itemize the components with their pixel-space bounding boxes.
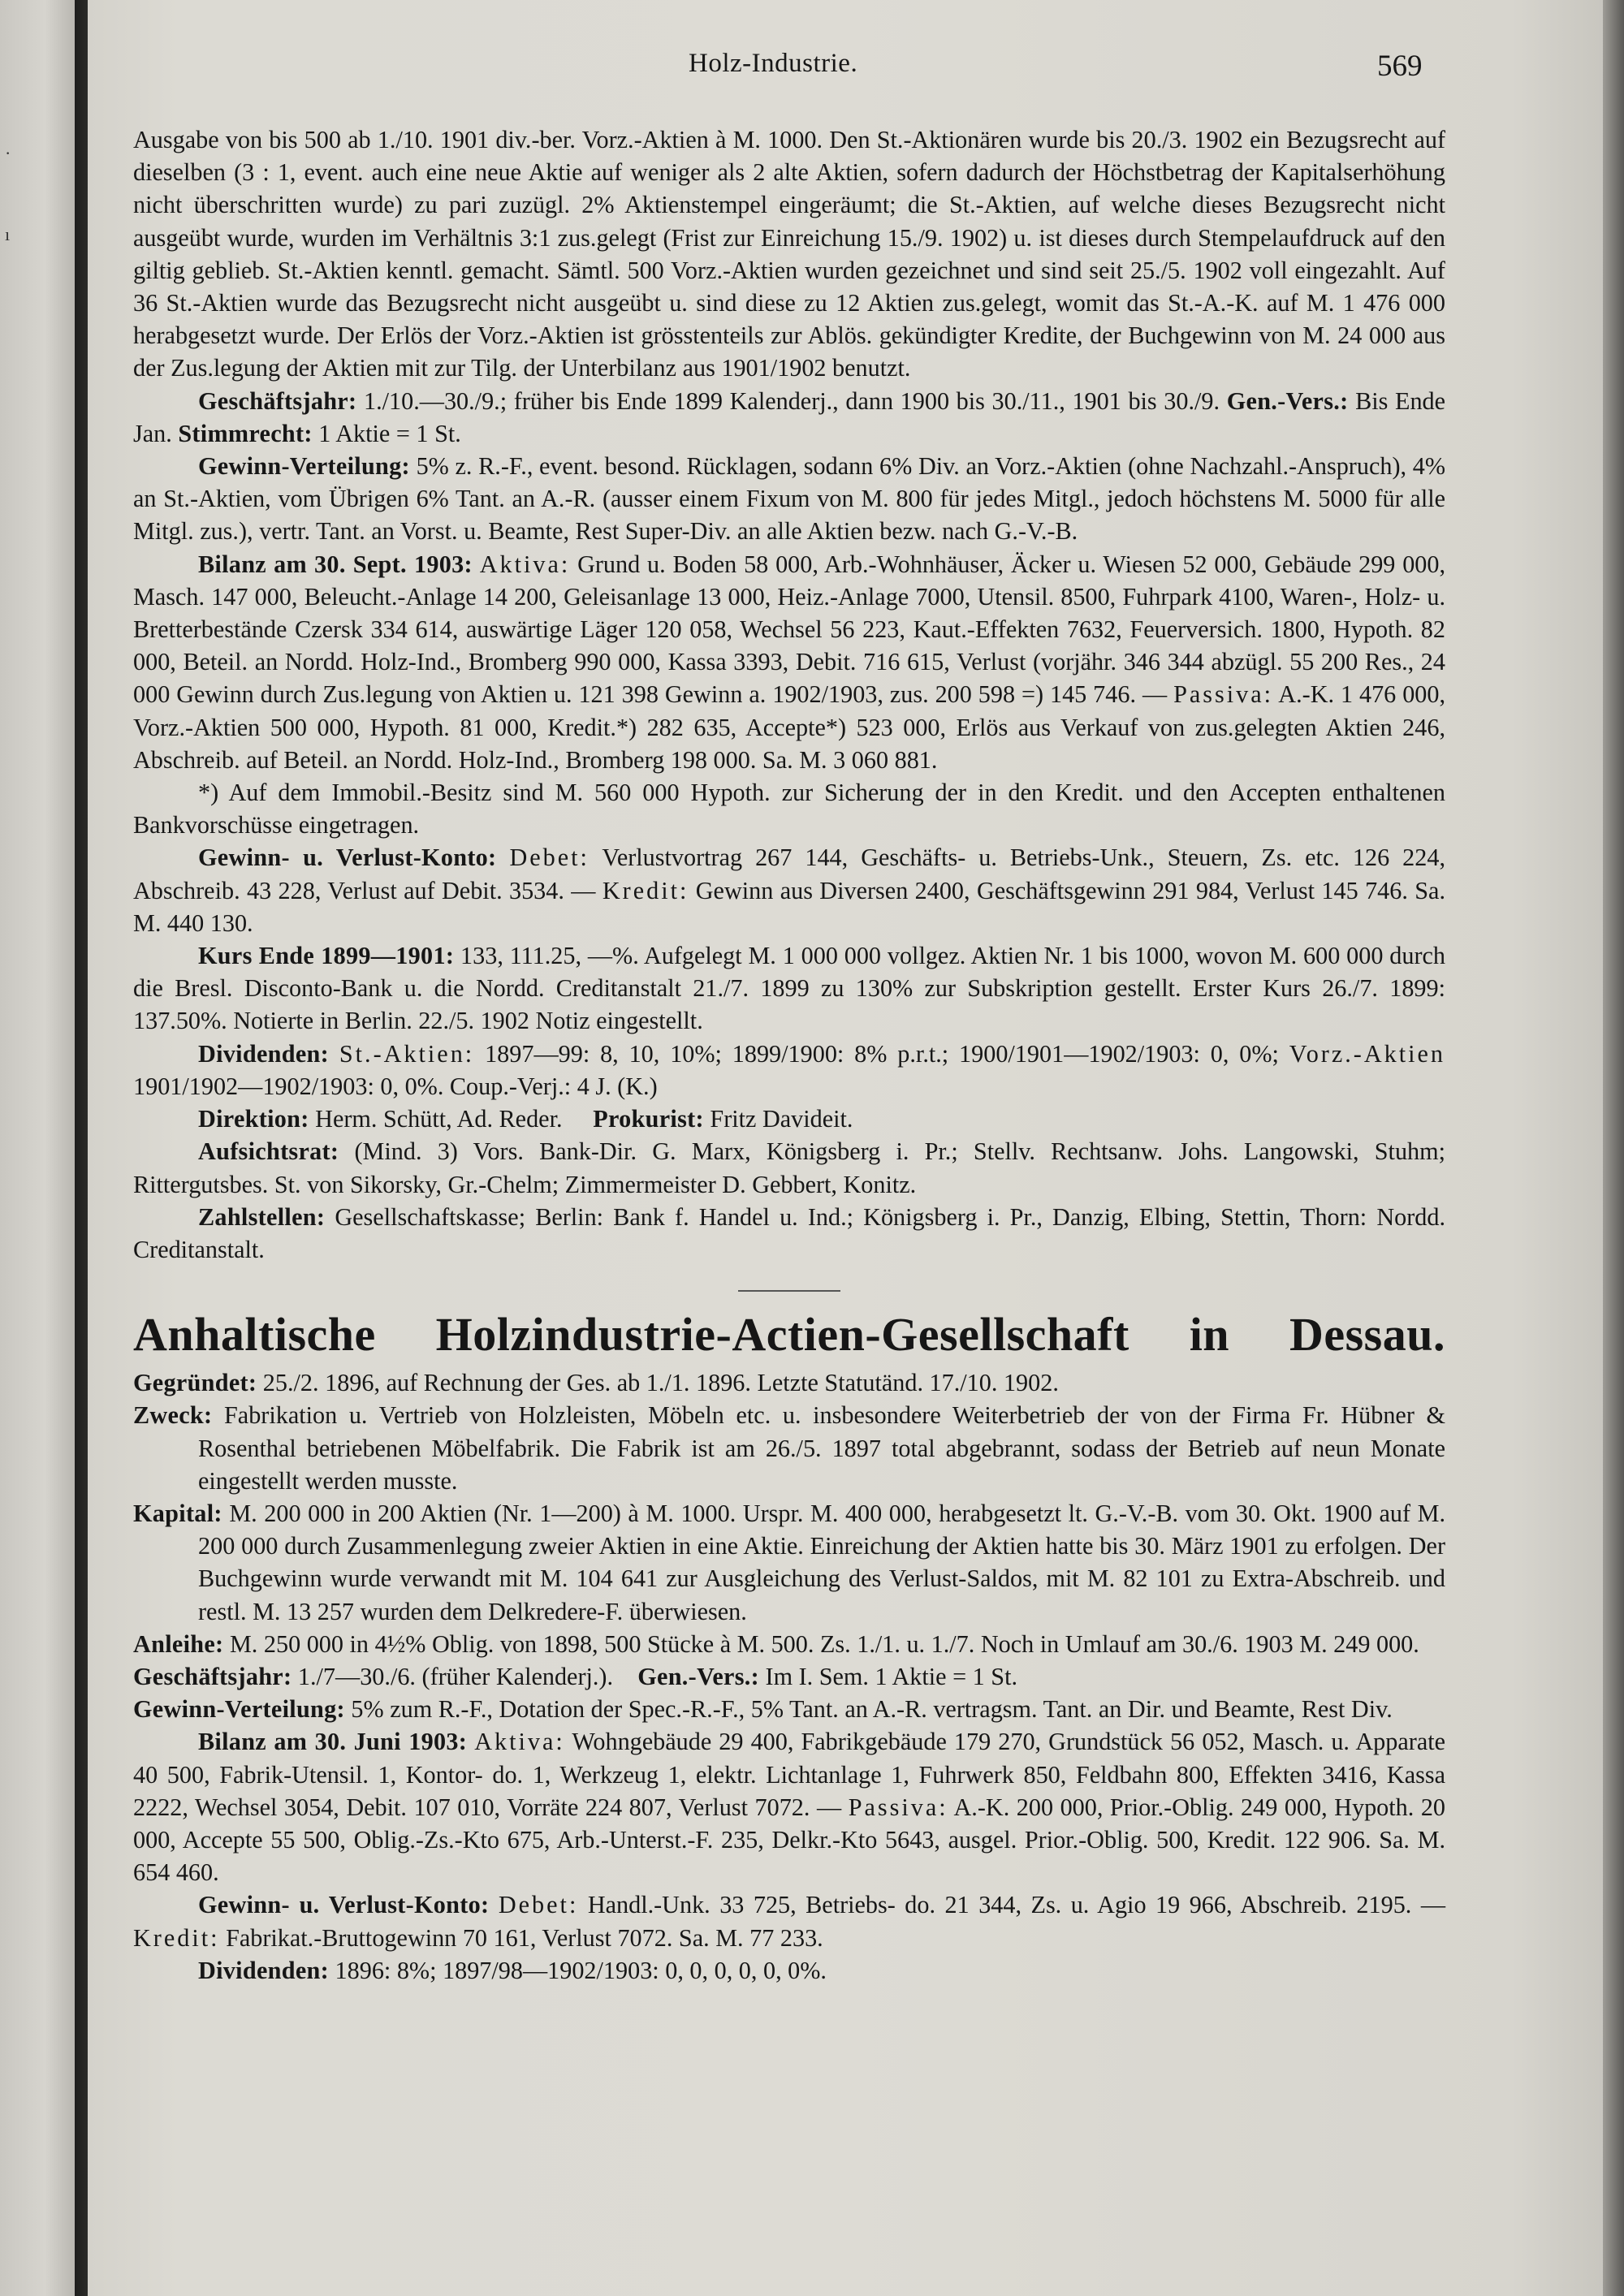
page-edge-shadow xyxy=(1603,0,1624,2296)
entry-dividenden xyxy=(133,1038,1445,1103)
field-text: Fritz Davideit. xyxy=(710,1105,853,1133)
page-number: 569 xyxy=(1377,50,1423,83)
aktiva-text: Wohngebäude 29 400, Fabrikgebäude 179 270, Grundstück 56 052, Masch. u. Apparate 40 500, Fabrik-Utensil. 1, Kontor- do. 1, Werkzeug 1, elektr. Lichtanlage 1, Fuhrwerk 850, Feldbahn 800, Effekten 3416, Kassa 2222, Wechsel 3054, Debit. 107 010, Vorräte 224 807, Verlust 7072. — xyxy=(133,1728,1446,1821)
field-label: Anleihe: xyxy=(133,1629,224,1658)
field-text: Gesellschaftskasse; Berlin: Bank f. Handel u. Ind.; Königsberg i. Pr., Danzig, Elbing, Stettin, Thorn: Nordd. Creditanstalt. xyxy=(133,1202,1445,1263)
field-label: Zweck: xyxy=(133,1401,213,1430)
field-label: Geschäftsjahr: xyxy=(198,386,357,415)
field-text: Im I. Sem. 1 Aktie = 1 St. xyxy=(765,1662,1018,1690)
kredit-text: Gewinn aus Diversen 2400, Geschäftsgewinn 291 984, Verlust 145 746. Sa. M. 440 130. xyxy=(133,876,1446,937)
debet-text: Verlustvortrag 267 144, Geschäfts- u. Betriebs-Unk., Steuern, Zs. etc. 126 224, Abschreib. 43 228, Verlust auf Debit. 3534. — xyxy=(133,844,1446,904)
field-label: Geschäftsjahr: xyxy=(133,1662,292,1690)
field-text: 1 Aktie = 1 St. xyxy=(318,419,461,447)
aktiva-label: Aktiva: xyxy=(474,1728,565,1756)
st-aktien-text: 1897—99: 8, 10, 10%; 1899/1900: 8% p.r.t.; 1900/1901—1902/1903: 0, 0%; xyxy=(485,1039,1279,1068)
field-text: (Mind. 3) Vors. Bank-Dir. G. Marx, Königsberg i. Pr.; Stellv. Rechtsanw. Johs. Langowski, Stuhm; Rittergutsbes. St. von Sikorsky, Gr.-Chelm; Zimmermeister D. Gebbert, Konitz. xyxy=(133,1137,1446,1198)
field-label: Dividenden: xyxy=(198,1039,329,1068)
book-gutter xyxy=(75,0,88,2296)
field-text: M. 200 000 in 200 Aktien (Nr. 1—200) à M. 1000. Urspr. M. 400 000, herabgesetzt lt. G.-V.-B. vom 30. Okt. 1900 auf M. 200 000 durch Zusammenlegung zweier Aktien in eine Aktie. Einreichung der Aktien hatte bis 30. März 1901 zu erfolgen. Der Buchgewinn wurde verwandt mit M. 104 641 zur Ausgleichung des Verlust-Saldos, mit M. 82 101 zu Extra-Abschreib. und restl. M. 13 257 wurden dem Delkredere-F. überwiesen. xyxy=(198,1499,1445,1625)
field-label: Gen.-Vers.: xyxy=(1226,386,1349,415)
field-text: M. 250 000 in 4½% Oblig. von 1898, 500 Stücke à M. 500. Zs. 1./1. u. 1./7. Noch in Umlauf am 30./6. 1903 M. 249 000. xyxy=(229,1629,1419,1658)
field-text: 1./7—30./6. (früher Kalenderj.). xyxy=(297,1662,614,1690)
field-text: 25./2. 1896, auf Rechnung der Ges. ab 1./1. 1896. Letzte Statutänd. 17./10. 1902. xyxy=(262,1369,1059,1397)
field-label: Aufsichtsrat: xyxy=(198,1137,339,1166)
debet-text: Handl.-Unk. 33 725, Betriebs- do. 21 344, Zs. u. Agio 19 966, Abschreib. 2195. — xyxy=(587,1891,1446,1919)
entry-guv xyxy=(133,841,1445,939)
field-text: 5% zum R.-F., Dotation der Spec.-R.-F., 5% Tant. an A.-R. vertragsm. Tant. an Dir. und Beamte, Rest Div. xyxy=(351,1695,1393,1724)
passiva-label: Passiva: xyxy=(848,1793,948,1821)
margin-mark: ı xyxy=(5,224,11,244)
facing-page-edge xyxy=(0,0,75,2296)
kredit-label: Kredit: xyxy=(133,1923,220,1952)
aktiva-label: Aktiva: xyxy=(479,550,571,578)
field-text: 5% z. R.-F., event. besond. Rücklagen, sodann 6% Div. an Vorz.-Aktien (ohne Nachzahl.-Anspruch), 4% an St.-Aktien, vom Übrigen 6% Tant. an A.-R. (ausser einem Fixum von M. 800 für jedes Mitgl., jedoch höchstens M. 5000 für alle Mitgl. zus.), vertr. Tant. an Vorst. u. Beamte, Rest Super-Div. an alle Aktien bezw. nach G.-V.-B. xyxy=(133,452,1445,546)
field-text: 1./10.—30./9.; früher bis Ende 1899 Kalenderj., dann 1900 bis 30./11., 1901 bis 30./9. xyxy=(364,386,1220,415)
running-head-title: Holz-Industrie. xyxy=(689,49,858,78)
aktiva-text: Grund u. Boden 58 000, Arb.-Wohnhäuser, Äcker u. Wiesen 52 000, Gebäude 299 000, Masch. 147 000, Beleucht.-Anlage 14 200, Geleisanlage 13 000, Heiz.-Anlage 7000, Utensil. 8500, Fuhrpark 4100, Waren-, Holz- u. Bretterbestände Czersk 334 614, auswärtige Läger 120 058, Wechsel 56 223, Kaut.-Effekten 7632, Feuerversich. 1800, Hypoth. 82 000, Beteil. an Nordd. Holz-Ind., Bromberg 990 000, Kassa 3393, Debit. 716 615, Verlust (vorjähr. 346 344 abzügl. 55 200 Res., 24 000 Gewinn durch Zus.legung von Aktien u. 121 398 Gewinn a. 1902/1903, zus. 200 598 =) 145 746. — xyxy=(133,550,1446,709)
running-head xyxy=(88,49,1603,89)
field-text: Herm. Schütt, Ad. Reder. xyxy=(315,1105,563,1133)
entry-bilanz xyxy=(133,548,1445,776)
entry-gegruendet xyxy=(133,1366,1445,1399)
field-text: 133, 111.25, —%. Aufgelegt M. 1 000 000 vollgez. Aktien Nr. 1 bis 1000, wovon M. 600 000 durch die Bresl. Disconto-Bank u. die Nordd. Creditanstalt 21./7. 1899 zu 130% zur Subskription gestellt. Erster Kurs 26./7. 1899: 137.50%. Notierte in Berlin. 22./5. 1902 Notiz eingestellt. xyxy=(133,942,1445,1035)
field-text: Bis Ende Jan. xyxy=(133,386,1446,447)
entry-guv-2 xyxy=(133,1888,1445,1953)
field-label: Bilanz am 30. Sept. 1903: xyxy=(198,550,473,578)
entry-gewinn-verteilung xyxy=(133,450,1445,548)
field-text: Fabrikation u. Vertrieb von Holzleisten, Möbeln etc. u. insbesondere Weiterbetrieb der von der Firma Fr. Hübner & Rosenthal betriebenen Möbelfabrik. Die Fabrik ist am 26./5. 1897 total abgebrannt, sodass der Betrieb auf neun Monate eingestellt werden musste. xyxy=(198,1401,1445,1495)
field-label: Kapital: xyxy=(133,1499,222,1527)
vorz-aktien-text: 1901/1902—1902/1903: 0, 0%. Coup.-Verj.: 4 J. (K.) xyxy=(133,1072,658,1100)
passiva-text: A.-K. 1 476 000, Vorz.-Aktien 500 000, Hypoth. 81 000, Kredit.*) 282 635, Accepte*) 523 000, Erlös aus Verkauf von zus.gelegten Aktien 246, Abschreib. auf Beteil. an Nordd. Holz-Ind., Bromberg 198 000. Sa. M. 3 060 881. xyxy=(133,680,1446,774)
entry-dividenden-2 xyxy=(133,1954,1445,1987)
field-label: Prokurist: xyxy=(593,1105,704,1133)
field-label: Kurs Ende 1899—1901: xyxy=(198,942,455,970)
field-label: Direktion: xyxy=(198,1105,309,1133)
entry-direktion xyxy=(133,1103,1445,1135)
vorz-aktien-label: Vorz.-Aktien xyxy=(1289,1039,1446,1068)
company-heading: Anhaltische Holzindustrie-Actien-Gesellschaft in Dessau. xyxy=(133,1308,1445,1362)
kredit-text: Fabrikat.-Bruttogewinn 70 161, Verlust 7072. Sa. M. 77 233. xyxy=(226,1923,823,1952)
entry-zahlstellen xyxy=(133,1201,1445,1266)
field-text: 1896: 8%; 1897/98—1902/1903: 0, 0, 0, 0, 0, 0%. xyxy=(335,1956,827,1984)
entry-kurs xyxy=(133,939,1445,1038)
entry-anleihe xyxy=(133,1628,1445,1660)
field-label: Gen.-Vers.: xyxy=(637,1662,759,1690)
entry-kapital xyxy=(133,1497,1445,1628)
entry-footnote xyxy=(133,776,1445,841)
entry-continuation xyxy=(133,123,1445,385)
footnote-text: *) Auf dem Immobil.-Besitz sind M. 560 000 Hypoth. zur Sicherung der in den Kredit. und den Accepten enthaltenen Bankvorschüsse eingetragen. xyxy=(133,779,1445,839)
field-label: Bilanz am 30. Juni 1903: xyxy=(198,1728,468,1756)
field-label: Gewinn- u. Verlust-Konto: xyxy=(198,844,497,872)
passiva-label: Passiva: xyxy=(1173,680,1274,709)
st-aktien-label: St.-Aktien: xyxy=(339,1039,475,1068)
entry-geschaeftsjahr xyxy=(133,385,1445,450)
kredit-label: Kredit: xyxy=(602,876,689,904)
field-label: Dividenden: xyxy=(198,1956,329,1984)
continuation-text: Ausgabe von bis 500 ab 1./10. 1901 div.-ber. Vorz.-Aktien à M. 1000. Den St.-Aktionären wurde bis 20./3. 1902 ein Bezugsrecht auf dieselben (3 : 1, event. auch eine neue Aktie auf weniger als 2 alte Aktien, sofern dadurch der Höchstbetrag der Kapitalserhöhung nicht überschritten wurde) zu pari zuzügl. 2% Aktienstempel eingeräumt; die St.-Aktien, auf welche dieses Bezugsrecht nicht ausgeübt wurde, wurden im Verhältnis 3:1 zus.gelegt (Frist zur Einreichung 15./9. 1902) u. ist dieses durch Stempelaufdruck auf den giltig geblieb. St.-Aktien kenntl. gemacht. Sämtl. 500 Vorz.-Aktien wurden gezeichnet und sind seit 25./5. 1902 voll eingezahlt. Auf 36 St.-Aktien wurde das Bezugsrecht nicht ausgeübt u. sind diese zu 12 Aktien zus.gelegt, womit das St.-A.-K. auf M. 1 476 000 herabgesetzt wurde. Der Erlös der Vorz.-Aktien ist grösstenteils zur Ablös. gekündigter Kredite, der Buchgewinn von M. 24 000 aus der Zus.legung der Aktien mit zur Tilg. der Unterbilanz aus 1901/1902 benutzt. xyxy=(133,126,1445,382)
debet-label: Debet: xyxy=(509,844,590,872)
field-label: Gegründet: xyxy=(133,1369,257,1397)
entry-aufsichtsrat xyxy=(133,1135,1445,1200)
entry-gewinn-verteilung-2 xyxy=(133,1693,1445,1725)
entry-bilanz-2 xyxy=(133,1725,1445,1888)
debet-label: Debet: xyxy=(498,1891,579,1919)
page xyxy=(88,0,1603,2296)
passiva-text: A.-K. 200 000, Prior.-Oblig. 249 000, Hypoth. 20 000, Accepte 55 500, Oblig.-Zs.-Kto 675, Arb.-Unterst.-F. 235, Delkr.-Kto 5643, ausgel. Prior.-Oblig. 500, Kredit. 122 906. Sa. M. 654 460. xyxy=(133,1793,1446,1887)
entry-zweck xyxy=(133,1399,1445,1497)
field-label: Gewinn-Verteilung: xyxy=(133,1695,345,1724)
entry-geschaeftsjahr-2 xyxy=(133,1660,1445,1693)
field-label: Gewinn- u. Verlust-Konto: xyxy=(198,1891,490,1919)
page-body xyxy=(133,123,1445,1987)
margin-mark: · xyxy=(5,143,11,163)
field-label: Stimmrecht: xyxy=(178,419,313,447)
field-label: Zahlstellen: xyxy=(198,1202,326,1231)
field-label: Gewinn-Verteilung: xyxy=(198,452,410,481)
section-divider xyxy=(738,1290,840,1292)
